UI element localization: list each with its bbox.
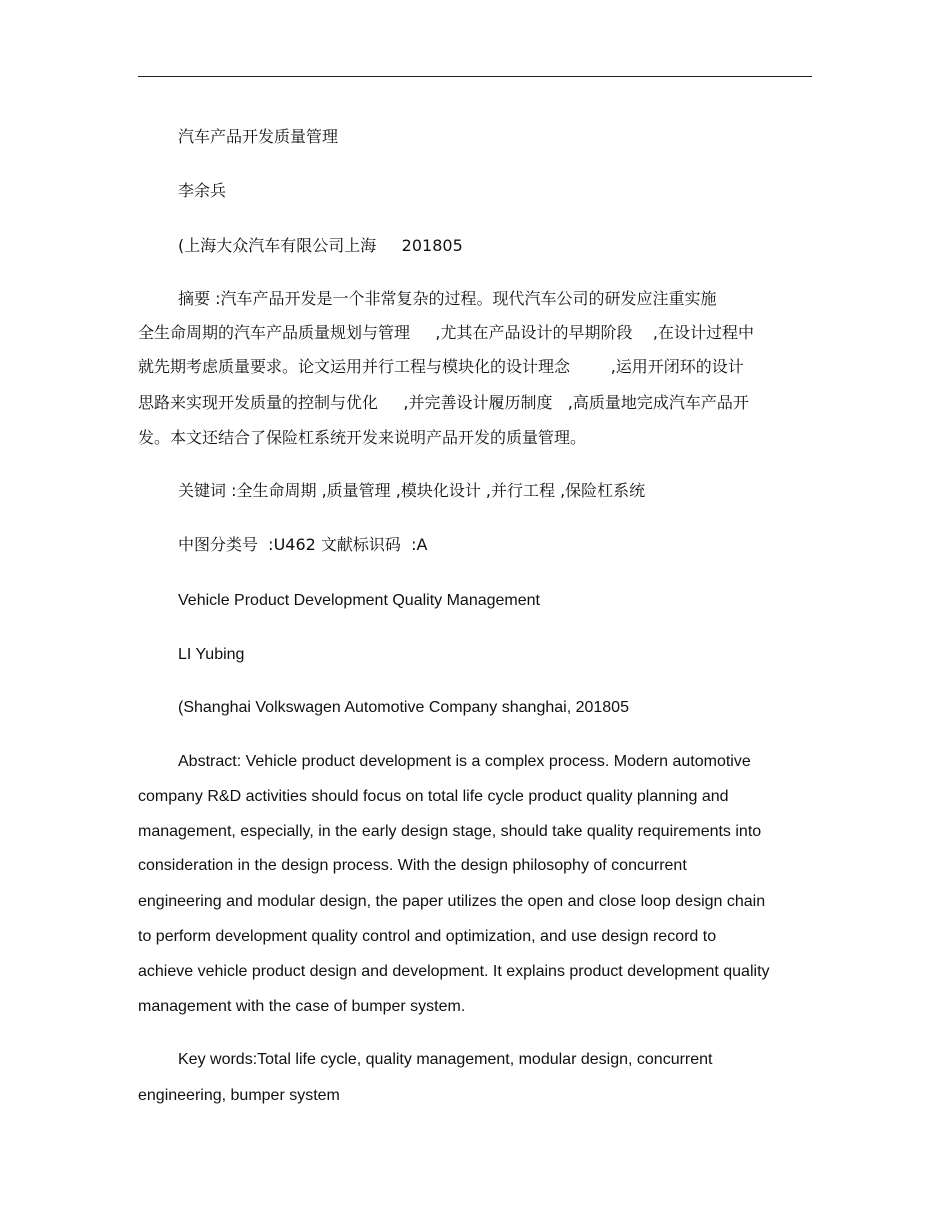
- abstract-cn-line: 摘要 :汽车产品开发是一个非常复杂的过程。现代汽车公司的研发应注重实施: [178, 289, 717, 308]
- abstract-en-line: consideration in the design process. With the design philosophy of concurrent: [138, 857, 687, 874]
- author-en: LI Yubing: [178, 646, 245, 663]
- abstract-en-line: management, especially, in the early design stage, should take quality requirements into: [138, 823, 762, 840]
- title-en: Vehicle Product Development Quality Management: [178, 592, 540, 609]
- abstract-en-line: Abstract: Vehicle product development is a complex process. Modern automotive: [178, 753, 751, 770]
- abstract-en-line: management with the case of bumper system.: [138, 998, 466, 1015]
- header-rule: [138, 76, 812, 77]
- affiliation-en: (Shanghai Volkswagen Automotive Company shanghai, 201805: [178, 699, 629, 716]
- abstract-cn-line: 发。本文还结合了保险杠系统开发来说明产品开发的质量管理。: [138, 428, 587, 447]
- abstract-cn-line: 思路来实现开发质量的控制与优化 ,并完善设计履历制度 ,高质量地完成汽车产品开: [138, 393, 749, 412]
- abstract-cn-line: 全生命周期的汽车产品质量规划与管理 ,尤其在产品设计的早期阶段 ,在设计过程中: [138, 323, 754, 342]
- abstract-en-line: engineering and modular design, the paper utilizes the open and close loop design chain: [138, 893, 766, 910]
- abstract-en-line: to perform development quality control and optimization, and use design record to: [138, 928, 717, 945]
- abstract-cn-line: 就先期考虑质量要求。论文运用并行工程与模块化的设计理念 ,运用开闭环的设计: [138, 357, 744, 376]
- abstract-en-line: company R&D activities should focus on total life cycle product quality planning and: [138, 788, 729, 805]
- title-cn: 汽车产品开发质量管理: [178, 127, 339, 146]
- keywords-en-line: Key words:Total life cycle, quality management, modular design, concurrent: [178, 1051, 713, 1068]
- abstract-en-line: achieve vehicle product design and development. It explains product development quality: [138, 963, 770, 980]
- affiliation-cn: (上海大众汽车有限公司上海 201805: [178, 236, 463, 255]
- author-cn: 李余兵: [178, 181, 227, 200]
- keywords-en-line: engineering, bumper system: [138, 1087, 340, 1104]
- classification-cn: 中图分类号 :U462 文献标识码 :A: [178, 535, 428, 554]
- keywords-cn: 关键词 :全生命周期 ,质量管理 ,模块化设计 ,并行工程 ,保险杠系统: [178, 481, 646, 500]
